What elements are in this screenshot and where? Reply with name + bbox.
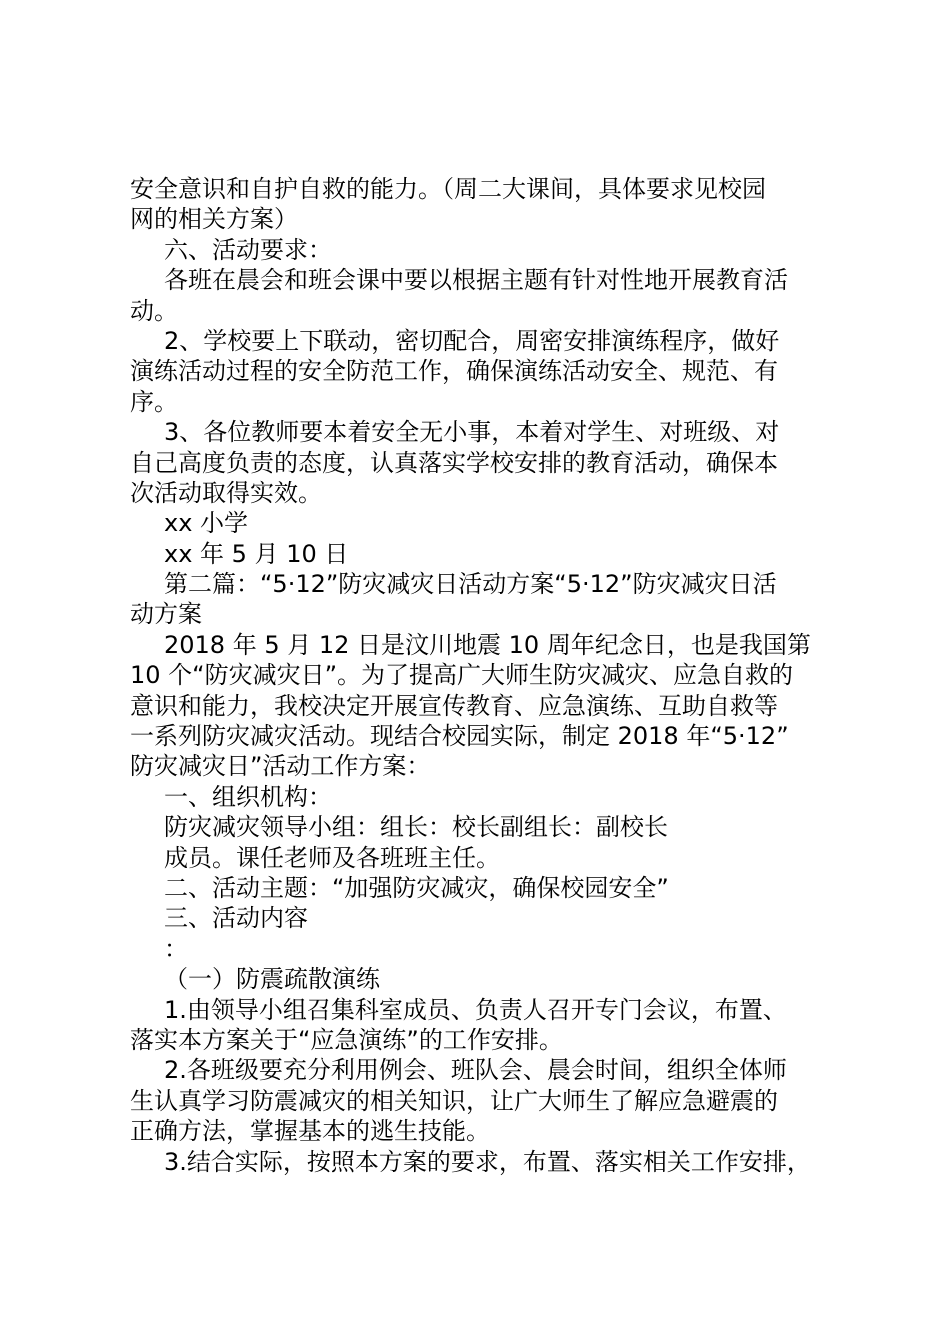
text-line: 次活动取得实效。 bbox=[130, 478, 322, 507]
text-line: 安全意识和自护自救的能力。（周二大课间，具体要求见校园 bbox=[130, 175, 766, 203]
section-title: 第二篇：“5·12”防灾减灾日活动方案“5·12”防灾减灾日活 bbox=[164, 570, 777, 599]
text-line: 防灾减灾日”活动工作方案： bbox=[130, 752, 431, 781]
signature-school: xx 小学 bbox=[164, 509, 249, 538]
text-line: 3.结合实际，按照本方案的要求，布置、落实相关工作安排， bbox=[164, 1147, 811, 1176]
text-line: 3、各位教师要本着安全无小事，本着对学生、对班级、对 bbox=[164, 418, 780, 447]
text-line: 2、学校要上下联动，密切配合，周密安排演练程序，做好 bbox=[164, 326, 780, 355]
text-line: 10 个“防灾减灾日”。为了提高广大师生防灾减灾、应急自救的 bbox=[130, 661, 794, 690]
text-line: 2.各班级要充分利用例会、班队会、晨会时间，组织全体师 bbox=[164, 1056, 787, 1085]
text-line: 动。 bbox=[130, 296, 178, 325]
text-line: 防灾减灾领导小组：组长：校长副组长：副校长 bbox=[164, 813, 668, 842]
text-line: 成员。课任老师及各班班主任。 bbox=[164, 843, 500, 872]
text-line: 动方案 bbox=[130, 600, 202, 629]
text-line: 生认真学习防震减灾的相关知识，让广大师生了解应急避震的 bbox=[130, 1086, 778, 1115]
section-heading: 一、组织机构： bbox=[164, 782, 332, 811]
text-line: 1.由领导小组召集科室成员、负责人召开专门会议，布置、 bbox=[164, 995, 787, 1024]
section-heading: 六、活动要求： bbox=[164, 235, 332, 264]
text-line: 一系列防灾减灾活动。现结合校园实际，制定 2018 年“5·12” bbox=[130, 722, 789, 751]
text-line: 2018 年 5 月 12 日是汶川地震 10 周年纪念日，也是我国第 bbox=[164, 630, 811, 659]
text-line: 落实本方案关于“应急演练”的工作安排。 bbox=[130, 1025, 563, 1054]
text-line: 自己高度负责的态度，认真落实学校安排的教育活动，确保本 bbox=[130, 448, 778, 477]
section-heading: 二、活动主题：“加强防灾减灾，确保校园安全” bbox=[164, 873, 669, 902]
document-body bbox=[130, 174, 840, 1177]
text-line: 演练活动过程的安全防范工作，确保演练活动安全、规范、有 bbox=[130, 357, 778, 386]
text-line: 意识和能力，我校决定开展宣传教育、应急演练、互助自救等 bbox=[130, 691, 778, 720]
text-line: 序。 bbox=[130, 387, 178, 416]
subsection-heading: （一）防震疏散演练 bbox=[164, 965, 380, 994]
text-line: 网的相关方案） bbox=[130, 205, 298, 234]
text-line: 正确方法，掌握基本的逃生技能。 bbox=[130, 1117, 490, 1146]
text-line: ： bbox=[164, 934, 188, 963]
section-heading: 三、活动内容 bbox=[164, 904, 308, 933]
text-line: 各班在晨会和班会课中要以根据主题有针对性地开展教育活 bbox=[164, 266, 788, 295]
signature-date: xx 年 5 月 10 日 bbox=[164, 539, 349, 568]
